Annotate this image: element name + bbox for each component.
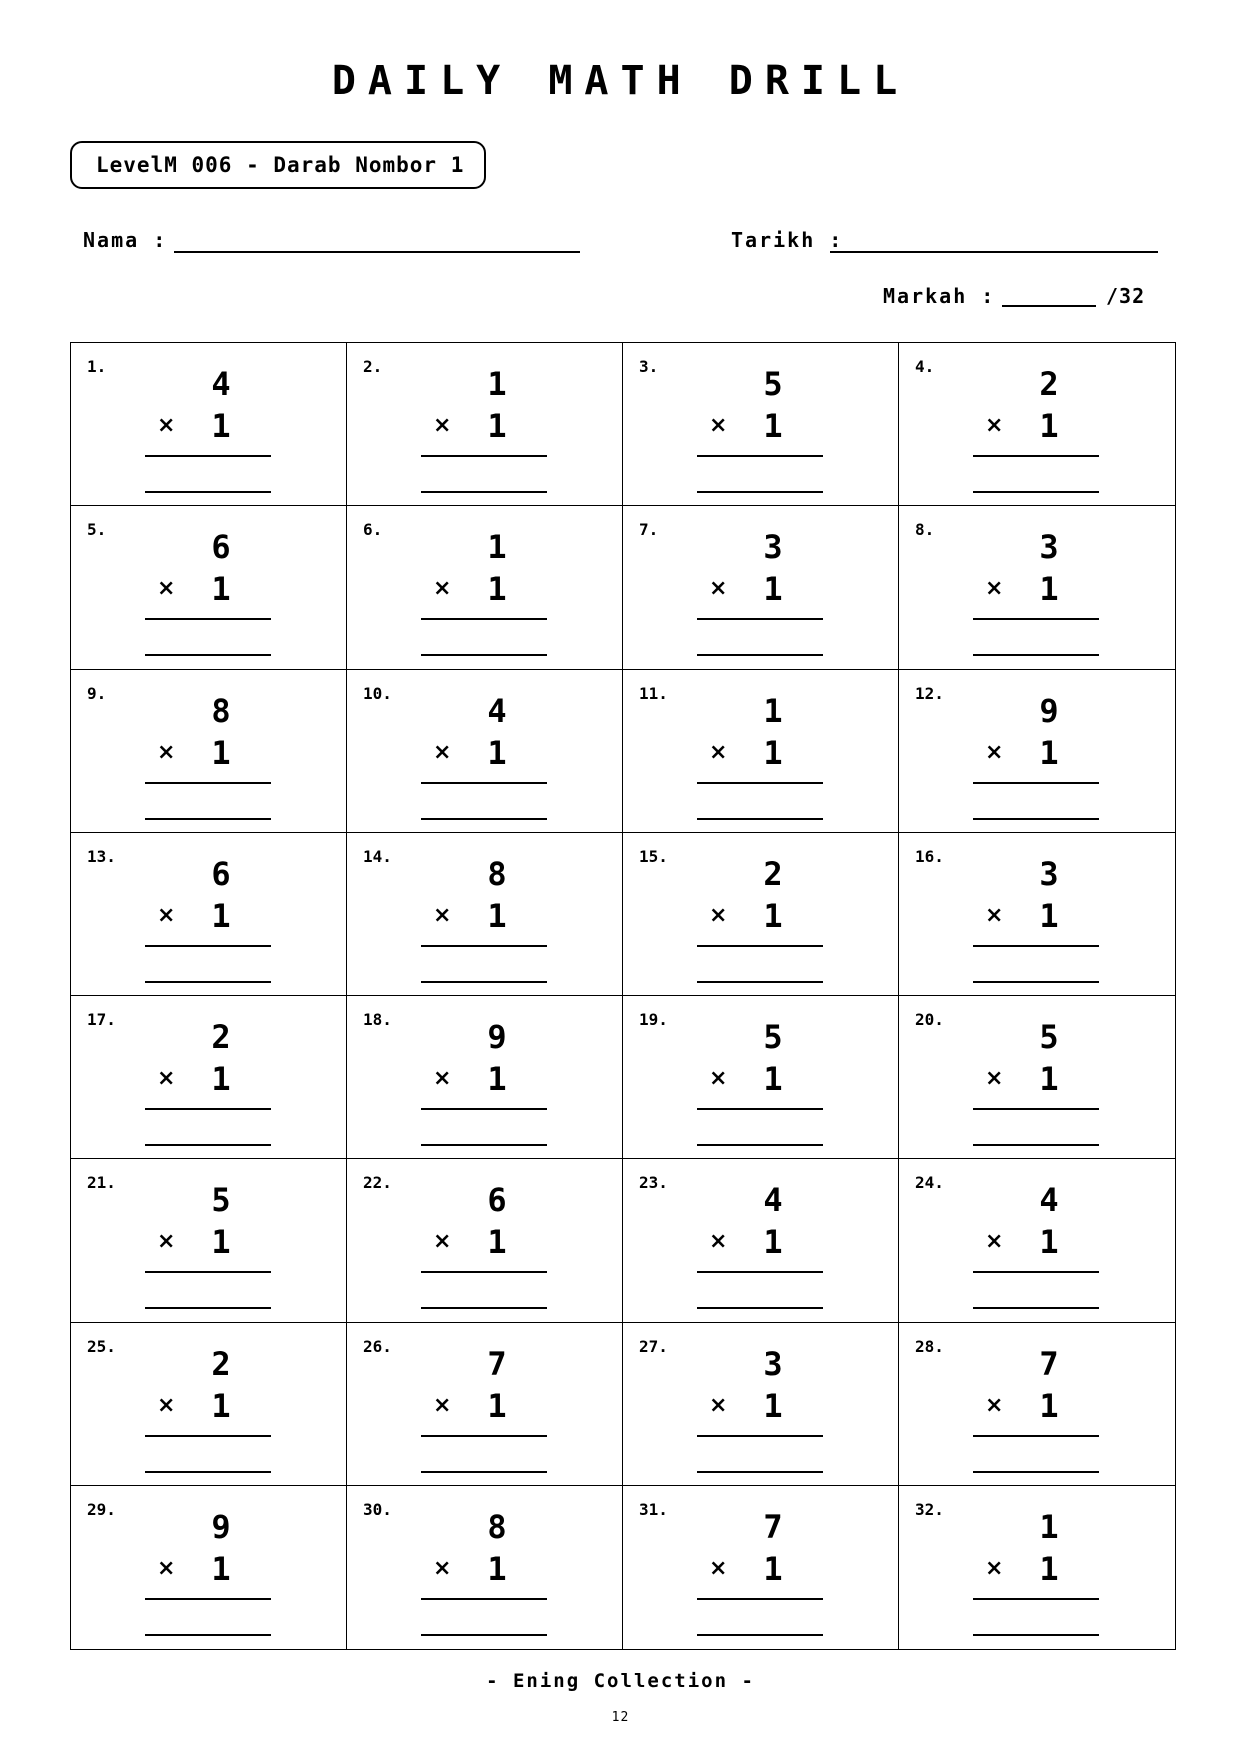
sum-line	[697, 1435, 823, 1437]
multiply-sign: ×	[157, 1392, 176, 1418]
multiplier: 1	[763, 733, 783, 772]
tarikh-label: Tarikh :	[731, 228, 844, 252]
multiplicand: 1	[763, 691, 783, 730]
problem-cell	[623, 670, 899, 833]
multiplier: 1	[487, 896, 507, 935]
problem-number: 4.	[915, 357, 935, 376]
problem-cell	[347, 343, 623, 506]
problem-number: 2.	[363, 357, 383, 376]
problem-number: 18.	[363, 1010, 392, 1029]
answer-line[interactable]	[421, 491, 547, 493]
multiplicand: 5	[211, 1181, 231, 1220]
multiply-sign: ×	[709, 1555, 728, 1581]
multiplicand: 2	[1039, 365, 1059, 403]
multiplicand: 4	[763, 1181, 783, 1220]
multiplier: 1	[211, 570, 231, 609]
problem-number: 7.	[639, 520, 659, 540]
problem-cell	[623, 833, 899, 996]
answer-line[interactable]	[697, 1144, 823, 1146]
problem-cell	[899, 1159, 1175, 1322]
multiplicand: 3	[1039, 528, 1059, 567]
problem-number: 24.	[915, 1173, 944, 1193]
answer-line[interactable]	[145, 654, 271, 656]
sum-line	[697, 1108, 823, 1110]
problem-number: 15.	[639, 846, 668, 866]
multiply-sign: ×	[433, 1229, 452, 1255]
markah-label: Markah :	[883, 284, 996, 308]
answer-line[interactable]	[421, 1144, 547, 1146]
answer-line[interactable]	[697, 654, 823, 656]
multiplicand: 7	[487, 1344, 507, 1383]
multiplier: 1	[763, 1386, 783, 1425]
sum-line	[145, 1108, 271, 1110]
problem-cell	[71, 670, 347, 833]
multiplier: 1	[487, 1060, 507, 1098]
multiplicand: 7	[763, 1507, 783, 1546]
multiplier: 1	[211, 407, 231, 445]
problem-number: 13.	[87, 846, 116, 866]
markah-field[interactable]	[1002, 305, 1096, 307]
multiplicand: 8	[487, 854, 507, 893]
problem-cell	[899, 670, 1175, 833]
problem-cell	[71, 833, 347, 996]
multiplier: 1	[763, 1223, 783, 1262]
sum-line	[973, 1108, 1099, 1110]
answer-line[interactable]	[421, 818, 547, 820]
multiplicand: 9	[487, 1018, 507, 1056]
problem-number: 3.	[639, 357, 659, 376]
sum-line	[145, 1435, 271, 1437]
multiplier: 1	[211, 896, 231, 935]
nama-field[interactable]	[174, 251, 580, 253]
problem-cell	[899, 833, 1175, 996]
problem-number: 26.	[363, 1336, 392, 1356]
multiplicand: 2	[763, 854, 783, 893]
multiply-sign: ×	[985, 1555, 1004, 1581]
answer-line[interactable]	[145, 1471, 271, 1473]
sum-line	[421, 455, 547, 457]
multiply-sign: ×	[985, 413, 1004, 438]
problem-cell	[71, 343, 347, 506]
problem-cell	[71, 996, 347, 1159]
multiply-sign: ×	[985, 1392, 1004, 1418]
multiplicand: 4	[211, 365, 231, 403]
multiplier: 1	[1039, 407, 1059, 445]
multiply-sign: ×	[985, 739, 1004, 765]
problem-number: 30.	[363, 1499, 392, 1519]
multiply-sign: ×	[157, 1229, 176, 1255]
problem-cell	[347, 1323, 623, 1486]
problem-number: 6.	[363, 520, 383, 540]
sum-line	[973, 1435, 1099, 1437]
multiplicand: 8	[211, 691, 231, 730]
multiplier: 1	[211, 733, 231, 772]
sum-line	[421, 1598, 547, 1600]
multiply-sign: ×	[433, 902, 452, 928]
problem-number: 12.	[915, 683, 944, 703]
multiply-sign: ×	[433, 1392, 452, 1418]
problem-cell	[71, 1323, 347, 1486]
sum-line	[973, 782, 1099, 784]
multiplier: 1	[1039, 1386, 1059, 1425]
page-number: 12	[611, 1710, 630, 1725]
problem-number: 28.	[915, 1336, 944, 1356]
sum-line	[697, 618, 823, 620]
problem-cell	[71, 1486, 347, 1649]
problem-number: 5.	[87, 520, 107, 540]
sum-line	[697, 945, 823, 947]
multiply-sign: ×	[157, 1066, 176, 1091]
answer-line[interactable]	[145, 818, 271, 820]
problem-cell	[623, 1159, 899, 1322]
multiply-sign: ×	[985, 902, 1004, 928]
answer-line[interactable]	[697, 491, 823, 493]
problem-number: 29.	[87, 1499, 116, 1519]
multiply-sign: ×	[709, 576, 728, 602]
multiply-sign: ×	[985, 1229, 1004, 1255]
multiply-sign: ×	[709, 1066, 728, 1091]
problem-cell	[899, 1323, 1175, 1486]
multiplier: 1	[1039, 1223, 1059, 1262]
sum-line	[145, 1271, 271, 1273]
answer-line[interactable]	[145, 491, 271, 493]
multiplier: 1	[487, 1549, 507, 1588]
multiply-sign: ×	[709, 739, 728, 765]
multiplier: 1	[487, 1223, 507, 1262]
sum-line	[145, 945, 271, 947]
problem-cell	[623, 1323, 899, 1486]
answer-line[interactable]	[973, 1144, 1099, 1146]
problem-number: 20.	[915, 1010, 944, 1029]
multiply-sign: ×	[433, 739, 452, 765]
problem-cell	[347, 833, 623, 996]
multiplier: 1	[763, 1060, 783, 1098]
answer-line[interactable]	[973, 491, 1099, 493]
answer-line[interactable]	[973, 981, 1099, 983]
answer-line[interactable]	[697, 818, 823, 820]
problem-cell	[71, 1159, 347, 1322]
problem-cell	[899, 343, 1175, 506]
problem-number: 21.	[87, 1173, 116, 1193]
multiplier: 1	[763, 570, 783, 609]
nama-label: Nama :	[83, 228, 168, 252]
answer-line[interactable]	[421, 1634, 547, 1636]
multiply-sign: ×	[433, 413, 452, 438]
multiplier: 1	[487, 570, 507, 609]
level-label: LevelM 006 - Darab Nombor 1	[70, 141, 486, 189]
sum-line	[421, 945, 547, 947]
problem-number: 9.	[87, 683, 107, 703]
problem-number: 27.	[639, 1336, 668, 1356]
answer-line[interactable]	[421, 1471, 547, 1473]
problem-cell	[347, 1159, 623, 1322]
sum-line	[421, 782, 547, 784]
sum-line	[973, 618, 1099, 620]
sum-line	[697, 1598, 823, 1600]
multiply-sign: ×	[433, 1066, 452, 1091]
answer-line[interactable]	[973, 654, 1099, 656]
answer-line[interactable]	[145, 1307, 271, 1309]
problem-cell	[899, 506, 1175, 669]
multiply-sign: ×	[709, 413, 728, 438]
multiply-sign: ×	[157, 739, 176, 765]
markah-total: /32	[1106, 284, 1146, 308]
multiplicand: 6	[211, 854, 231, 893]
problem-cell	[347, 996, 623, 1159]
multiplicand: 9	[211, 1507, 231, 1546]
answer-line[interactable]	[145, 1144, 271, 1146]
multiplicand: 6	[487, 1181, 507, 1220]
problem-cell	[899, 1486, 1175, 1649]
multiplicand: 5	[763, 1018, 783, 1056]
multiplier: 1	[211, 1549, 231, 1588]
tarikh-field[interactable]	[830, 251, 1158, 253]
problem-number: 19.	[639, 1010, 668, 1029]
multiplier: 1	[763, 896, 783, 935]
multiplier: 1	[1039, 1549, 1059, 1588]
footer-credit: - Ening Collection -	[486, 1670, 755, 1692]
multiplicand: 3	[763, 1344, 783, 1383]
multiplicand: 4	[1039, 1181, 1059, 1220]
multiply-sign: ×	[709, 902, 728, 928]
problem-cell	[347, 1486, 623, 1649]
problem-grid	[70, 342, 1176, 1650]
sum-line	[973, 1271, 1099, 1273]
problem-number: 25.	[87, 1336, 116, 1356]
multiplicand: 2	[211, 1018, 231, 1056]
problem-number: 1.	[87, 357, 107, 376]
answer-line[interactable]	[973, 1634, 1099, 1636]
multiplicand: 3	[763, 528, 783, 567]
problem-cell	[623, 506, 899, 669]
multiplier: 1	[1039, 570, 1059, 609]
multiplier: 1	[487, 407, 507, 445]
multiplier: 1	[487, 733, 507, 772]
multiply-sign: ×	[157, 576, 176, 602]
problem-cell	[623, 996, 899, 1159]
sum-line	[145, 618, 271, 620]
sum-line	[973, 945, 1099, 947]
multiplicand: 4	[487, 691, 507, 730]
answer-line[interactable]	[697, 981, 823, 983]
sum-line	[145, 1598, 271, 1600]
multiply-sign: ×	[985, 1066, 1004, 1091]
sum-line	[973, 455, 1099, 457]
answer-line[interactable]	[697, 1307, 823, 1309]
sum-line	[421, 618, 547, 620]
multiplier: 1	[211, 1223, 231, 1262]
problem-number: 32.	[915, 1499, 944, 1519]
multiply-sign: ×	[709, 1229, 728, 1255]
multiplicand: 5	[1039, 1018, 1059, 1056]
problem-number: 16.	[915, 846, 944, 866]
problem-number: 10.	[363, 683, 392, 703]
page-title: DAILY MATH DRILL	[331, 58, 910, 104]
sum-line	[421, 1435, 547, 1437]
problem-cell	[71, 506, 347, 669]
problem-cell	[347, 670, 623, 833]
multiplier: 1	[211, 1060, 231, 1098]
multiplier: 1	[1039, 1060, 1059, 1098]
problem-number: 11.	[639, 683, 668, 703]
sum-line	[697, 1271, 823, 1273]
multiplier: 1	[211, 1386, 231, 1425]
problem-number: 31.	[639, 1499, 668, 1519]
multiply-sign: ×	[157, 413, 176, 438]
sum-line	[145, 455, 271, 457]
multiplicand: 7	[1039, 1344, 1059, 1383]
multiplicand: 2	[211, 1344, 231, 1383]
multiplicand: 8	[487, 1507, 507, 1546]
problem-number: 17.	[87, 1010, 116, 1029]
answer-line[interactable]	[697, 1634, 823, 1636]
problem-cell	[899, 996, 1175, 1159]
multiply-sign: ×	[157, 1555, 176, 1581]
multiply-sign: ×	[985, 576, 1004, 602]
multiplier: 1	[763, 407, 783, 445]
problem-cell	[347, 506, 623, 669]
problem-number: 23.	[639, 1173, 668, 1193]
answer-line[interactable]	[421, 981, 547, 983]
multiply-sign: ×	[709, 1392, 728, 1418]
sum-line	[697, 782, 823, 784]
answer-line[interactable]	[421, 1307, 547, 1309]
sum-line	[421, 1108, 547, 1110]
problem-cell	[623, 1486, 899, 1649]
answer-line[interactable]	[973, 1471, 1099, 1473]
sum-line	[697, 455, 823, 457]
multiplicand: 1	[1039, 1507, 1059, 1546]
problem-number: 22.	[363, 1173, 392, 1193]
multiplier: 1	[1039, 896, 1059, 935]
answer-line[interactable]	[145, 1634, 271, 1636]
multiplicand: 5	[763, 365, 783, 403]
sum-line	[973, 1598, 1099, 1600]
multiply-sign: ×	[157, 902, 176, 928]
multiplier: 1	[1039, 733, 1059, 772]
sum-line	[421, 1271, 547, 1273]
multiplier: 1	[487, 1386, 507, 1425]
multiply-sign: ×	[433, 576, 452, 602]
answer-line[interactable]	[421, 654, 547, 656]
problem-number: 8.	[915, 520, 935, 540]
answer-line[interactable]	[697, 1471, 823, 1473]
multiplicand: 1	[487, 528, 507, 567]
multiplicand: 9	[1039, 691, 1059, 730]
multiplicand: 1	[487, 365, 507, 403]
problem-cell	[623, 343, 899, 506]
multiply-sign: ×	[433, 1555, 452, 1581]
answer-line[interactable]	[973, 818, 1099, 820]
problem-number: 14.	[363, 846, 392, 866]
multiplicand: 3	[1039, 854, 1059, 893]
multiplier: 1	[763, 1549, 783, 1588]
sum-line	[145, 782, 271, 784]
multiplicand: 6	[211, 528, 231, 567]
answer-line[interactable]	[145, 981, 271, 983]
answer-line[interactable]	[973, 1307, 1099, 1309]
